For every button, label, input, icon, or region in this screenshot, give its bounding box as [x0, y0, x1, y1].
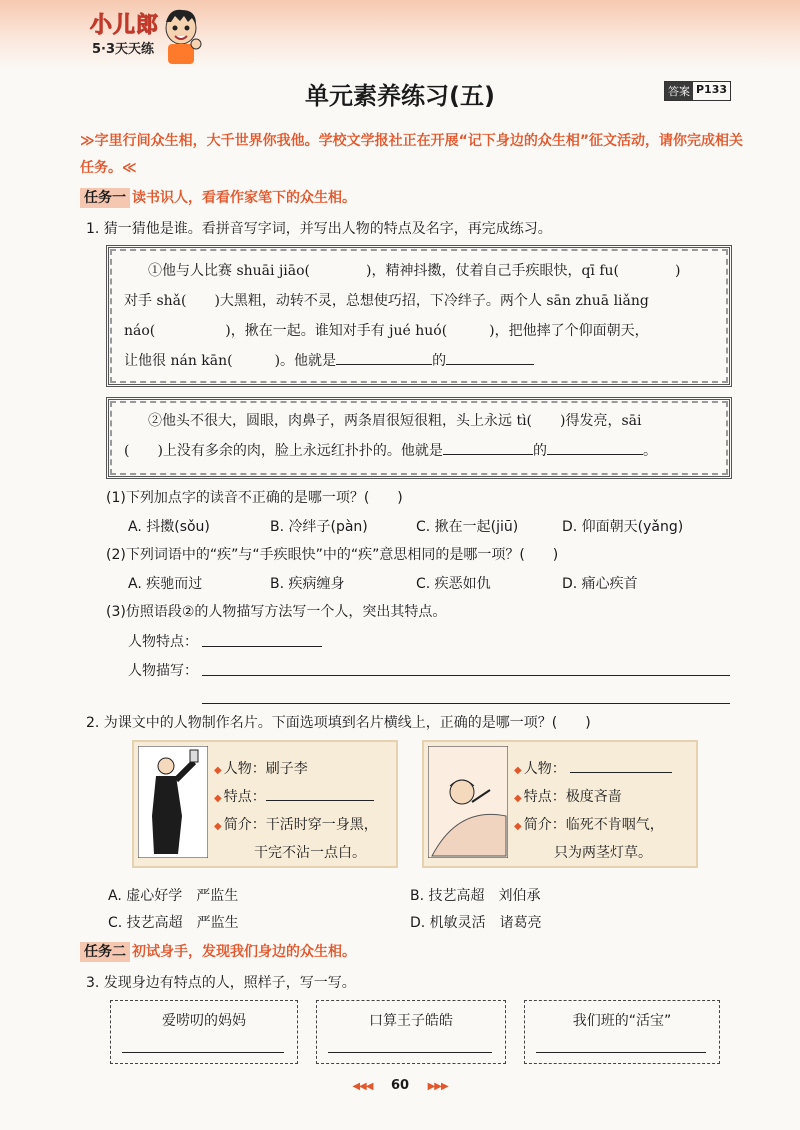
page-title: 单元素养练习(五): [305, 82, 495, 110]
brand-logo: 小儿郎: [90, 13, 160, 38]
passage-2-line-b: 的: [532, 443, 547, 459]
option-a[interactable]: A. 抖擞(sǒu): [128, 519, 210, 535]
card-1-feature: ◆ 特点：: [214, 784, 390, 812]
brand-subtitle: 5·3天天练: [92, 42, 155, 57]
card-1-name-text: 人物：刷子李: [223, 761, 308, 777]
option-b[interactable]: B. 冷绊子(pàn): [270, 519, 368, 535]
example-3-line[interactable]: [536, 1052, 706, 1053]
task2-header: [80, 941, 356, 961]
subquestion-1: (1)下列加点字的读音不正确的是哪一项？( ): [106, 490, 403, 506]
option-a[interactable]: A. 疾驰而过: [128, 576, 203, 592]
task1-header: [80, 187, 356, 207]
passage-1-text: [124, 256, 724, 376]
answer-blank[interactable]: [547, 440, 643, 455]
feature-answer-line[interactable]: [202, 646, 322, 647]
task1-desc: 读书识人，看看作家笔下的众生相。: [132, 190, 356, 206]
passage-2-text: [124, 406, 724, 466]
option-d[interactable]: D. 机敏灵活 诸葛亮: [410, 915, 542, 931]
description-answer-line[interactable]: [202, 703, 730, 704]
passage-2-line: [124, 436, 724, 466]
left-arrows-icon: ◀◀◀: [352, 1081, 373, 1092]
passage-1-line-b: 的: [432, 353, 447, 369]
option-c[interactable]: C. 揪在一起(jiū): [416, 519, 519, 535]
option-d[interactable]: D. 仰面朝天(yǎng): [562, 519, 684, 535]
card-1-feature-text: 特点：: [223, 789, 266, 805]
task2-desc: 初试身手，发现我们身边的众生相。: [132, 944, 356, 960]
example-1-line[interactable]: [122, 1052, 284, 1053]
answer-label: 答案: [665, 82, 693, 100]
example-2-label: 口算王子皓皓: [369, 1013, 453, 1029]
feature-label: 人物特点：: [128, 634, 198, 650]
example-2-line[interactable]: [328, 1052, 492, 1053]
answer-blank[interactable]: [446, 350, 534, 365]
option-a[interactable]: A. 虚心好学 严监生: [108, 888, 239, 904]
option-c[interactable]: C. 技艺高超 严监生: [108, 915, 239, 931]
question-1-prompt: 1. 猜一猜他是谁。看拼音写字词，并写出人物的特点及名字，再完成练习。: [86, 221, 552, 237]
description-answer-line[interactable]: [202, 675, 730, 676]
card-1-feature-blank[interactable]: [266, 786, 374, 801]
answer-page: P133: [696, 83, 728, 96]
description-label: 人物描写：: [128, 663, 198, 679]
mascot-icon: [158, 6, 204, 64]
intro-text: ≫字里行间众生相，大千世界你我他。学校文学报社正在开展“记下身边的众生相”征文活动，请你完成相关任务。≪: [80, 133, 744, 176]
task1-tag: 任务一: [80, 188, 130, 208]
card-2-intro-text: 简介：临死不肯咽气，: [523, 817, 664, 833]
passage-1-line: ①他与人比赛 shuāi jiāo( )，精神抖擞，仗着自己手疾眼快，qī fu( ): [148, 263, 681, 279]
option-c[interactable]: C. 疾恶如仇: [416, 576, 491, 592]
card-2-name-text: 人物：: [523, 761, 566, 777]
brush-painter-illustration: [138, 746, 208, 858]
subquestion-2: (2)下列词语中的“疾”与“手疾眼快”中的“疾”意思相同的是哪一项？( ): [106, 547, 559, 563]
passage-2-line-c: 。: [642, 443, 657, 459]
dying-man-illustration: [428, 746, 508, 858]
card-2-feature-text: 特点：极度吝啬: [523, 789, 622, 805]
example-3-label: 我们班的“活宝”: [572, 1013, 672, 1029]
card-2-intro: ◆ 简介：临死不肯咽气，: [514, 817, 664, 833]
page-number: 60: [390, 1078, 410, 1093]
option-b[interactable]: B. 技艺高超 刘伯承: [410, 888, 541, 904]
passage-1-line: 对手 shǎ( )大黑粗，动转不灵，总想使巧招，下冷绊子。两个人 sān zhuā liǎng: [124, 293, 649, 309]
card-1-name: ◆ 人物：刷子李: [214, 761, 308, 777]
card-1-intro-cont: 干完不沾一点白。: [254, 845, 366, 861]
card-2-feature: ◆ 特点：极度吝啬: [514, 789, 622, 805]
passage-1-line: [124, 346, 724, 376]
card-2-name: ◆ 人物：: [514, 756, 690, 784]
passage-2-line: ②他头不很大，圆眼，肉鼻子，两条眉很短很粗，头上永远 tì( )得发亮，sāi: [148, 413, 642, 429]
card-1-intro-text: 简介：干活时穿一身黑，: [223, 817, 378, 833]
card-2-text: [514, 756, 690, 866]
passage-2-line-a: ( )上没有多余的肉，脸上永远红扑扑的。他就是: [124, 443, 443, 459]
subquestion-3: (3)仿照语段②的人物描写方法写一个人，突出其特点。: [106, 604, 447, 620]
answer-blank[interactable]: [443, 440, 533, 455]
answer-blank[interactable]: [336, 350, 432, 365]
option-d[interactable]: D. 痛心疾首: [562, 576, 638, 592]
passage-1-line-a: 让他很 nán kān( )。他就是: [124, 353, 337, 369]
answer-reference: [664, 81, 731, 101]
card-1-intro: ◆ 简介：干活时穿一身黑，: [214, 817, 378, 833]
example-1-label: 爱唠叨的妈妈: [162, 1013, 246, 1029]
task2-tag: 任务二: [80, 942, 130, 962]
page-footer: [0, 1078, 800, 1093]
card-2-intro-cont: 只为两茎灯草。: [554, 845, 652, 861]
question-3-prompt: 3. 发现身边有特点的人，照样子，写一写。: [86, 975, 356, 991]
passage-1-line: náo( )，揪在一起。谁知对手有 jué huó( )，把他摔了个仰面朝天，: [124, 323, 649, 339]
option-b[interactable]: B. 疾病缠身: [270, 576, 345, 592]
question-2-prompt: 2. 为课文中的人物制作名片。下面选项填到名片横线上，正确的是哪一项？( ): [86, 715, 591, 731]
right-arrows-icon: ▶▶▶: [427, 1081, 448, 1092]
card-1-text: [214, 756, 390, 866]
card-2-name-blank[interactable]: [570, 758, 672, 773]
